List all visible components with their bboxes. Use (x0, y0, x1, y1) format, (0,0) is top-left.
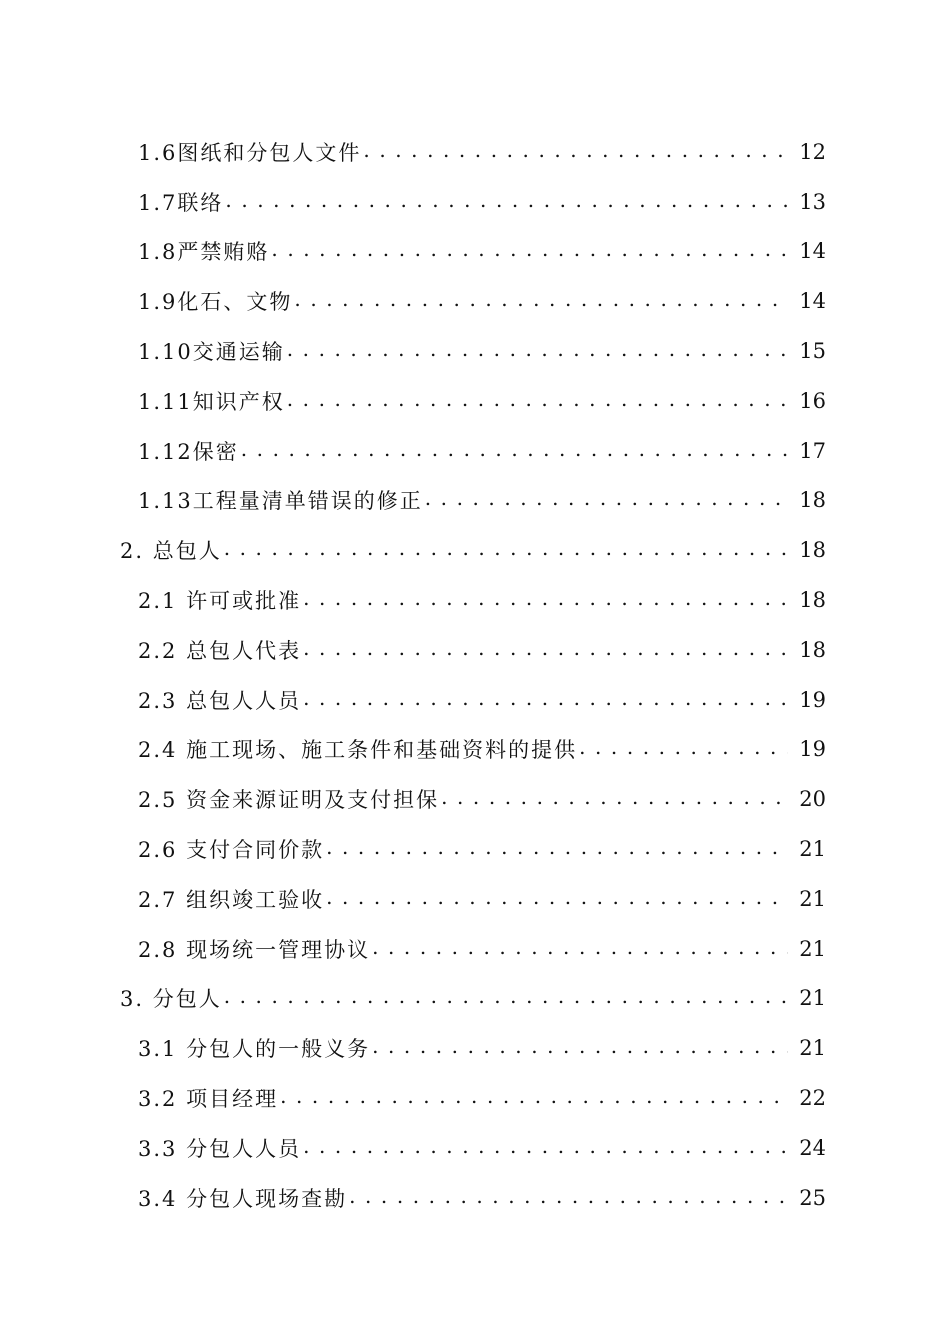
toc-page-number: 22 (788, 1086, 826, 1110)
toc-entry-title: 1.7联络 (138, 187, 225, 217)
toc-page-number: 17 (788, 439, 826, 463)
toc-entry-title: 3.3 分包人人员 (138, 1133, 303, 1163)
toc-entry[interactable] (0, 276, 950, 326)
toc-page-number: 18 (788, 488, 826, 512)
toc-entry[interactable] (0, 177, 950, 227)
dot-leader (303, 625, 788, 675)
dot-leader (303, 1123, 788, 1173)
toc-page-number: 18 (788, 638, 826, 662)
toc-page-number: 21 (788, 837, 826, 861)
toc-entry-title: 1.9化石、文物 (138, 286, 294, 316)
toc-page-number: 18 (788, 588, 826, 612)
dot-leader (303, 575, 788, 625)
toc-entry-title: 2. 总包人 (120, 535, 224, 565)
toc-entry[interactable] (0, 824, 950, 874)
toc-entry-title: 2.2 总包人代表 (138, 635, 303, 665)
toc-entry[interactable] (0, 1073, 950, 1123)
toc-page-number: 25 (788, 1186, 826, 1210)
toc-entry[interactable] (0, 476, 950, 526)
toc-entry[interactable] (0, 924, 950, 974)
toc-entry-title: 2.8 现场统一管理协议 (138, 934, 372, 964)
toc-entry-title: 1.11知识产权 (138, 386, 287, 416)
toc-entry-title: 1.10交通运输 (138, 336, 287, 366)
toc-entry[interactable] (0, 127, 950, 177)
dot-leader (287, 326, 788, 376)
dot-leader (224, 974, 788, 1024)
toc-entry[interactable] (0, 227, 950, 277)
toc-entry-title: 3.1 分包人的一般义务 (138, 1033, 372, 1063)
toc-entry-title: 3.4 分包人现场查勘 (138, 1183, 349, 1213)
dot-leader (425, 476, 788, 526)
toc-page-number: 21 (788, 1036, 826, 1060)
table-of-contents (0, 127, 950, 1223)
dot-leader (363, 127, 788, 177)
toc-entry-title: 2.5 资金来源证明及支付担保 (138, 784, 441, 814)
dot-leader (326, 874, 788, 924)
toc-page-number: 13 (788, 190, 826, 214)
toc-page-number: 18 (788, 538, 826, 562)
toc-page-number: 12 (788, 140, 826, 164)
toc-entry-title: 2.7 组织竣工验收 (138, 884, 326, 914)
dot-leader (303, 675, 788, 725)
toc-entry-title: 2.4 施工现场、施工条件和基础资料的提供 (138, 734, 579, 764)
toc-page-number: 21 (788, 986, 826, 1010)
dot-leader (372, 924, 788, 974)
toc-entry[interactable] (0, 376, 950, 426)
toc-entry-title: 2.3 总包人人员 (138, 685, 303, 715)
toc-page-number: 21 (788, 887, 826, 911)
toc-page-number: 19 (788, 737, 826, 761)
toc-chapter-entry[interactable] (0, 974, 950, 1024)
toc-entry-title: 3.2 项目经理 (138, 1083, 280, 1113)
toc-page-number: 14 (788, 239, 826, 263)
toc-entry-title: 1.8严禁贿赂 (138, 236, 271, 266)
dot-leader (287, 376, 788, 426)
toc-entry-title: 3. 分包人 (120, 983, 224, 1013)
dot-leader (280, 1073, 788, 1123)
toc-entry[interactable] (0, 625, 950, 675)
toc-page-number: 20 (788, 787, 826, 811)
dot-leader (349, 1173, 788, 1223)
toc-page-number: 14 (788, 289, 826, 313)
toc-entry-title: 2.6 支付合同价款 (138, 834, 326, 864)
toc-entry[interactable] (0, 774, 950, 824)
toc-entry[interactable] (0, 1123, 950, 1173)
toc-page-number: 21 (788, 937, 826, 961)
toc-entry[interactable] (0, 874, 950, 924)
toc-entry[interactable] (0, 326, 950, 376)
dot-leader (579, 725, 788, 775)
toc-page-number: 16 (788, 389, 826, 413)
toc-entry-title: 2.1 许可或批准 (138, 585, 303, 615)
toc-entry-title: 1.13工程量清单错误的修正 (138, 485, 425, 515)
dot-leader (224, 525, 788, 575)
toc-entry[interactable] (0, 725, 950, 775)
toc-page-number: 19 (788, 688, 826, 712)
dot-leader (225, 177, 788, 227)
dot-leader (294, 276, 788, 326)
dot-leader (326, 824, 788, 874)
dot-leader (441, 774, 788, 824)
toc-page-number: 24 (788, 1136, 826, 1160)
toc-entry-title: 1.6图纸和分包人文件 (138, 137, 363, 167)
toc-entry[interactable] (0, 675, 950, 725)
toc-entry[interactable] (0, 1173, 950, 1223)
toc-entry[interactable] (0, 426, 950, 476)
toc-entry-title: 1.12保密 (138, 436, 241, 466)
dot-leader (271, 227, 788, 277)
toc-page-number: 15 (788, 339, 826, 363)
toc-entry[interactable] (0, 1023, 950, 1073)
dot-leader (241, 426, 788, 476)
toc-entry[interactable] (0, 575, 950, 625)
dot-leader (372, 1023, 788, 1073)
toc-chapter-entry[interactable] (0, 525, 950, 575)
